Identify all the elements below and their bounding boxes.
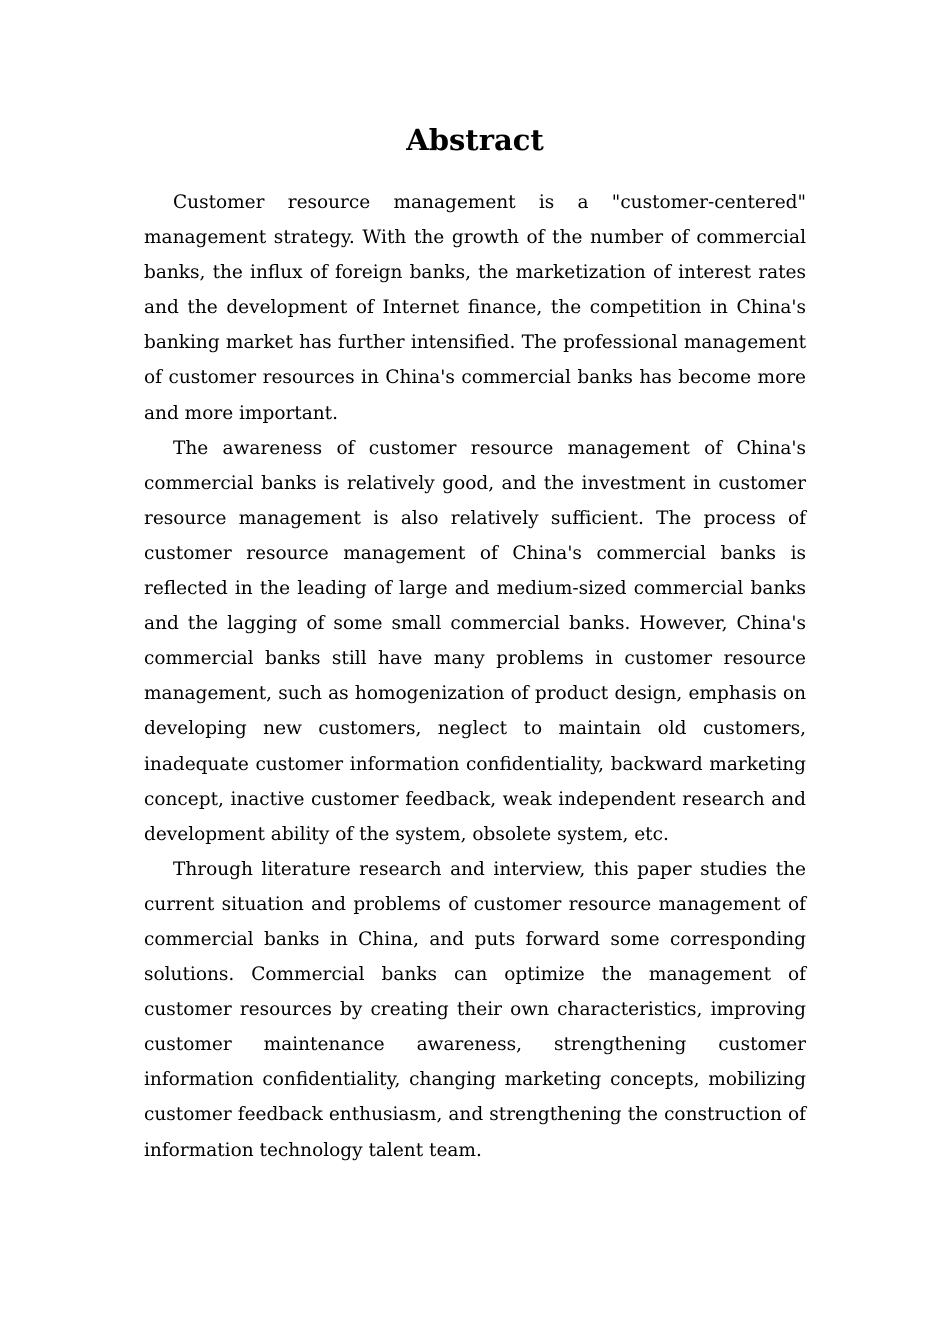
abstract-paragraph-1: Customer resource management is a "customer-centered" management strategy. With the growth of the number of commercial banks, the influx of foreign banks, the marketization of interest rates and the development of Internet finance, the competition in China's banking market has further intensified. The professional management of customer resources in China's commercial banks has become more and more important. <box>144 192 806 424</box>
abstract-body <box>144 185 806 1168</box>
page-title: Abstract <box>406 123 544 157</box>
abstract-paragraph-3: Through literature research and interview, this paper studies the current situation and problems of customer resource management of commercial banks in China, and puts forward some corresponding solutions. Commercial banks can optimize the management of customer resources by creating their own characteristics, improving customer maintenance awareness, strengthening customer information confidentiality, changing marketing concepts, mobilizing customer feedback enthusiasm, and strengthening the construction of information technology talent team. <box>144 858 806 1161</box>
abstract-paragraph-2: The awareness of customer resource management of China's commercial banks is relatively good, and the investment in customer resource management is also relatively sufficient. The process of customer resource management of China's commercial banks is reflected in the leading of large and medium-sized commercial banks and the lagging of some small commercial banks. However, China's commercial banks still have many problems in customer resource management, such as homogenization of product design, emphasis on developing new customers, neglect to maintain old customers, inadequate customer information confidentiality, backward marketing concept, inactive customer feedback, weak independent research and development ability of the system, obsolete system, etc. <box>144 437 806 845</box>
